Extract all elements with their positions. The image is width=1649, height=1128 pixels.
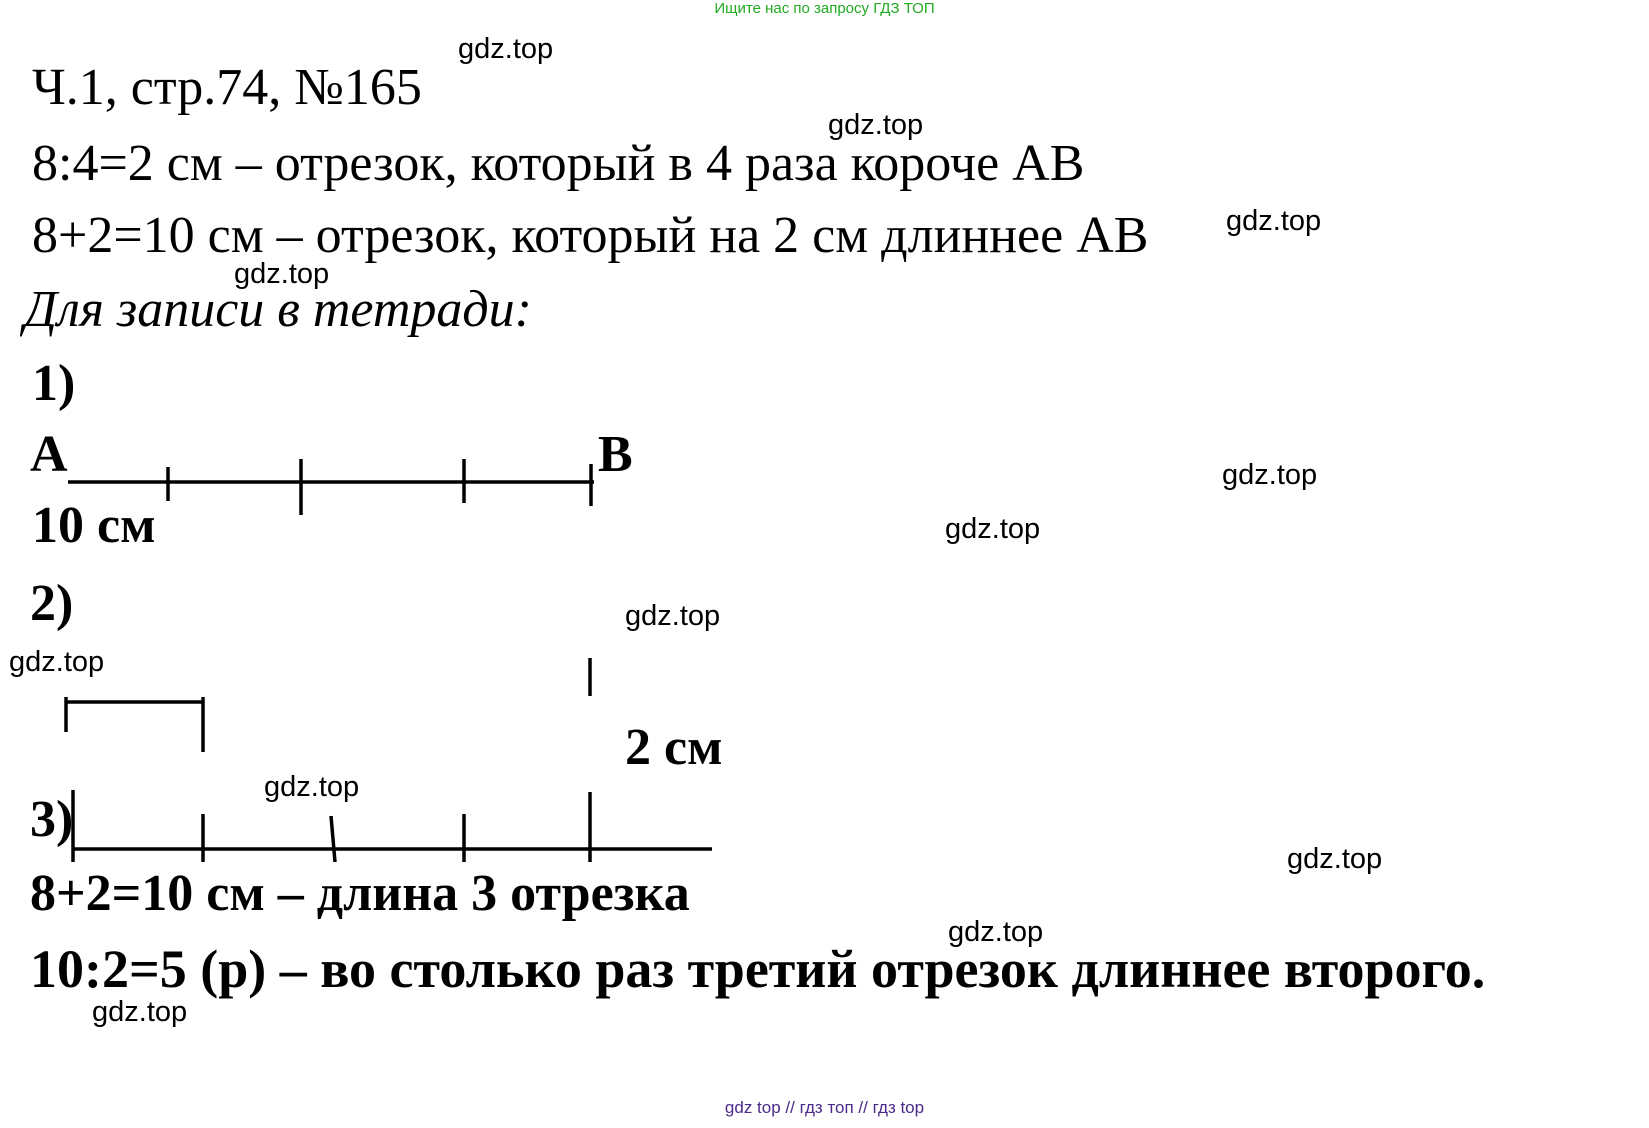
solution-line-2: 8+2=10 см – отрезок, который на 2 см длиннее АВ <box>32 207 1149 264</box>
watermark: gdz.top <box>264 771 360 803</box>
watermark: gdz.top <box>828 109 924 141</box>
part-2-number: 2) <box>30 575 74 632</box>
footer-links[interactable]: gdz top // гдз топ // гдз top <box>724 1098 925 1117</box>
watermark: gdz.top <box>92 996 188 1028</box>
watermark: gdz.top <box>1226 205 1322 237</box>
watermark: gdz.top <box>945 513 1041 545</box>
watermark: gdz.top <box>234 258 330 290</box>
notebook-heading: Для записи в тетради: <box>24 281 532 338</box>
result-line-1: 8+2=10 см – длина 3 отрезка <box>30 865 690 922</box>
search-banner[interactable]: Ищите нас по запросу ГДЗ ТОП <box>714 0 935 17</box>
result-line-2: 10:2=5 (р) – во столько раз третий отрезок длиннее второго. <box>30 939 1486 999</box>
watermark: gdz.top <box>948 916 1044 948</box>
part-3-number: 3) <box>30 791 74 848</box>
segment-3-tick-3 <box>331 816 335 862</box>
task-title: Ч.1, стр.74, №165 <box>32 59 422 116</box>
part-2-length: 2 см <box>625 719 723 776</box>
point-b-label: В <box>598 426 633 483</box>
part-1-length: 10 см <box>32 497 156 554</box>
watermark: gdz.top <box>9 646 105 678</box>
watermark: gdz.top <box>1287 843 1383 875</box>
watermark: gdz.top <box>1222 459 1318 491</box>
solution-line-1: 8:4=2 см – отрезок, который в 4 раза короче АВ <box>32 135 1085 192</box>
watermark: gdz.top <box>625 600 721 632</box>
point-a-label: А <box>30 426 68 483</box>
watermark: gdz.top <box>458 33 554 65</box>
part-1-number: 1) <box>32 355 76 412</box>
